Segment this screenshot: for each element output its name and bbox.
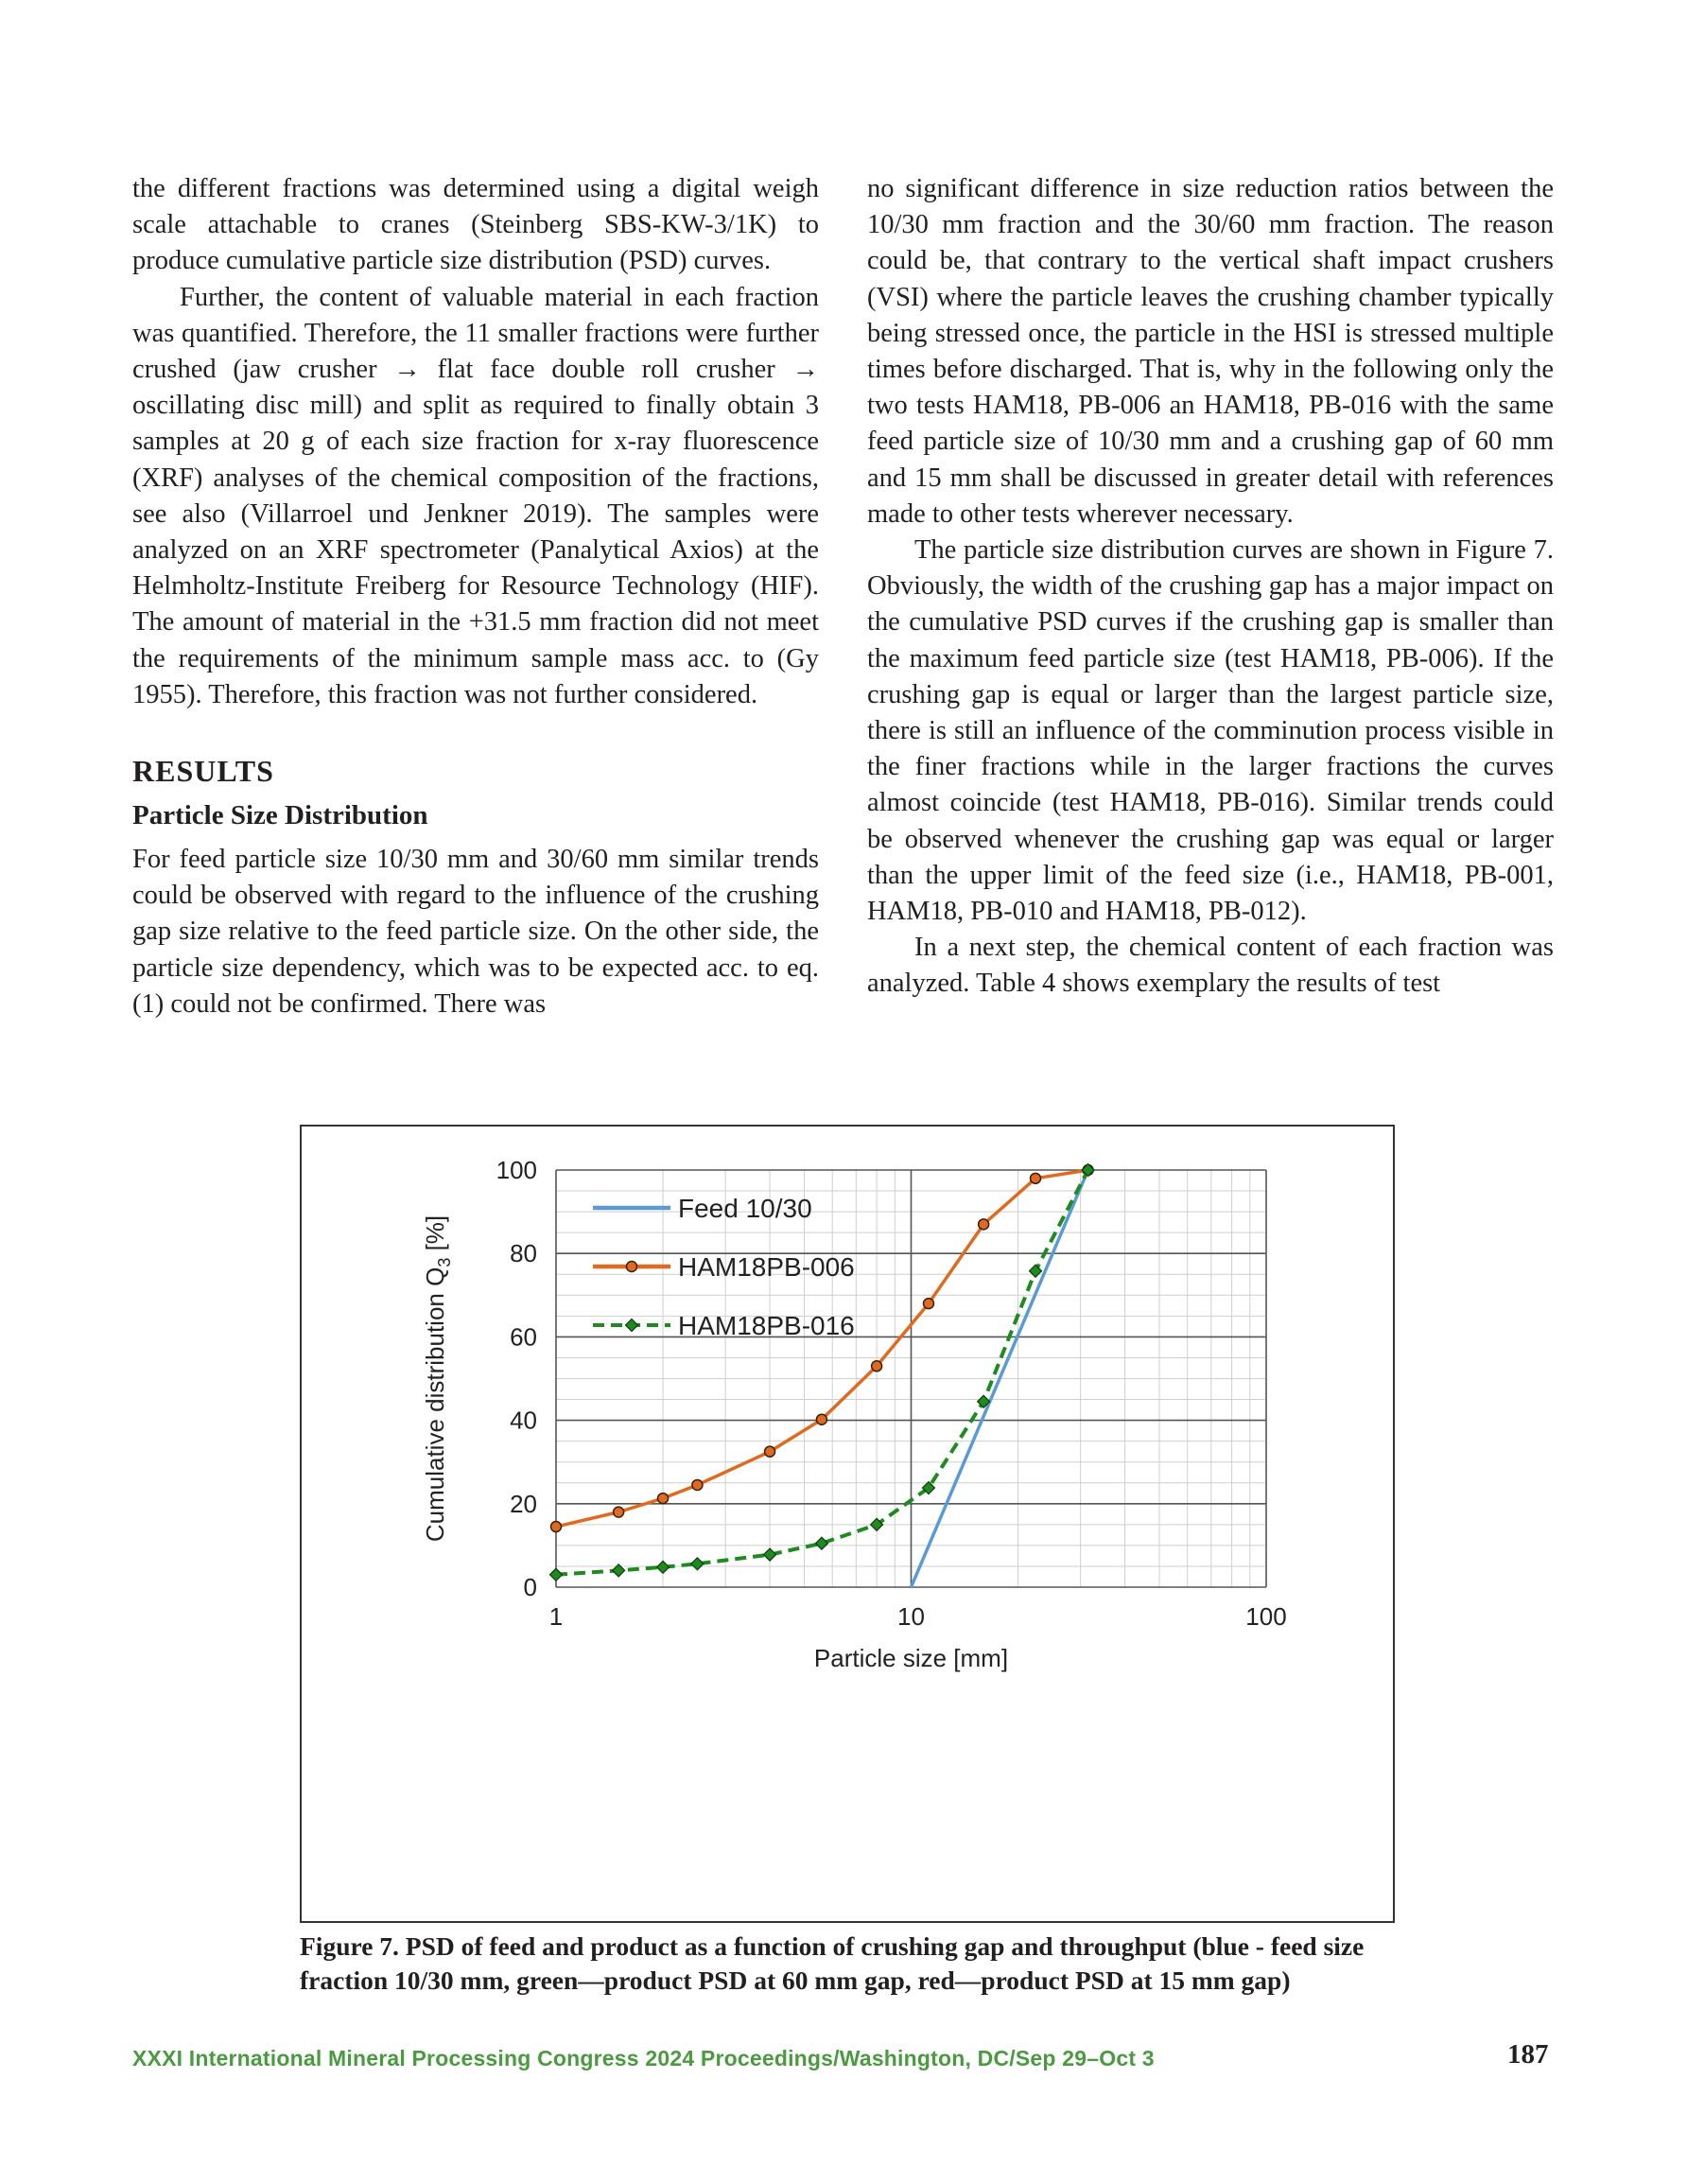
data-point [692, 1479, 703, 1490]
figure-7-chart [300, 1125, 1395, 1923]
figure-caption: Figure 7. PSD of feed and product as a function of crushing gap and throughput (blue - feed size fraction 10/30 mm, green—product PSD at 60 mm gap, red—product PSD at 15 mm gap) [300, 1931, 1365, 1995]
x-tick-label: 100 [1245, 1602, 1287, 1631]
body-paragraph: Further, the content of valuable material in each fraction was quantified. Therefore, the 11 smaller fractions were further crushed (jaw crusher → flat face double roll crusher → oscillating disc mill) and split as required to finally obtain 3 samples at 20 g of each size fraction for x-ray fluorescence (XRF) analyses of the chemical composition of the fractions, see also (Villarroel und Jenkner 2019). The samples were analyzed on an XRF spectrometer (Panalytical Axios) at the Helmholtz-Institute Freiberg for Resource Technology (HIF). The amount of material in the +31.5 mm fraction did not meet the requirements of the minimum sample mass acc. to (Gy 1955). Therefore, this fraction was not further considered. [132, 282, 819, 709]
body-paragraph: For feed particle size 10/30 mm and 30/60 mm similar trends could be observed with regard to the influence of the crushing gap size relative to the feed particle size. On the other side, the particle size dependency, which was to be expected acc. to eq. (1) could not be confirmed. There was [132, 845, 819, 1019]
y-tick-label: 0 [523, 1573, 537, 1601]
psd-chart-svg [302, 1127, 1393, 1921]
legend-item [593, 1252, 855, 1282]
data-point [551, 1522, 562, 1532]
y-tick-label: 20 [510, 1489, 537, 1518]
legend-label: Feed 10/30 [678, 1194, 812, 1223]
left-column [132, 171, 819, 1022]
data-point [691, 1558, 704, 1570]
series-2 [550, 1164, 1095, 1581]
data-point [657, 1561, 670, 1573]
body-paragraph: no significant difference in size reduction ratios between the 10/30 mm fraction and the 30/60 mm fraction. The reason could be, that contrary to the vertical shaft impact crushers (VSI) where the particle leaves the crushing chamber typically being stressed once, the particle in the HSI is stressed multiple times before discharged. That is, why in the following only the two tests HAM18, PB-006 an HAM18, PB-016 with the same feed particle size of 10/30 mm and a crushing gap of 60 mm and 15 mm shall be discussed in greater detail with references made to other tests wherever necessary. [867, 174, 1554, 529]
page-number: 187 [1507, 2039, 1549, 2070]
data-point [816, 1414, 826, 1424]
data-point [658, 1494, 669, 1504]
body-paragraph: the different fractions was determined using a digital weigh scale attachable to cranes (Steinberg SBS-KW-3/1K) to produce cumulative particle size distribution (PSD) curves. [132, 174, 819, 276]
data-point [614, 1507, 624, 1517]
series-line [556, 1170, 1088, 1575]
legend-marker [627, 1262, 637, 1272]
y-tick-label: 100 [496, 1156, 537, 1184]
footer-proceedings: XXXI International Mineral Processing Congress 2024 Proceedings/Washington, DC/Sep 29–Oct 3 [132, 2046, 1155, 2070]
right-column [867, 171, 1554, 1003]
data-point [550, 1568, 563, 1581]
legend-item [593, 1194, 812, 1223]
legend-label: HAM18PB-006 [678, 1252, 855, 1282]
body-paragraph: The particle size distribution curves are shown in Figure 7. Obviously, the width of the crushing gap has a major impact on the cumulative PSD curves if the crushing gap is smaller than the maximum feed particle size (test HAM18, PB-006). If the crushing gap is equal or larger than the largest particle size, there is still an influence of the comminution process visible in the finer fractions while in the larger fractions the curves almost coincide (test HAM18, PB-016). Similar trends could be observed whenever the crushing gap was equal or larger than the upper limit of the feed size (i.e., HAM18, PB-001, HAM18, PB-010 and HAM18, PB-012). [867, 535, 1554, 927]
data-point [764, 1548, 776, 1561]
body-paragraph: In a next step, the chemical content of each fraction was analyzed. Table 4 shows exemplary the results of test [867, 933, 1554, 999]
y-tick-label: 40 [510, 1406, 537, 1435]
y-axis-label: Cumulative distribution $Q_3$ [%] [421, 1214, 454, 1543]
x-tick-label: 10 [897, 1602, 925, 1631]
series-line [556, 1170, 1088, 1527]
x-axis-label: Particle size [mm] [813, 1644, 1009, 1672]
data-point [979, 1219, 989, 1230]
section-heading-results: RESULTS [132, 754, 274, 789]
y-tick-label: 60 [510, 1322, 537, 1352]
data-point [815, 1537, 827, 1549]
y-tick-label: 80 [510, 1239, 537, 1268]
legend-item [593, 1311, 855, 1340]
data-point [765, 1446, 775, 1457]
legend-label: HAM18PB-016 [678, 1311, 855, 1340]
subsection-heading: Particle Size Distribution [132, 800, 428, 831]
data-point [872, 1361, 882, 1372]
data-point [923, 1299, 933, 1309]
data-point [1031, 1173, 1041, 1183]
legend-marker [626, 1319, 638, 1332]
x-tick-label: 1 [548, 1602, 564, 1631]
